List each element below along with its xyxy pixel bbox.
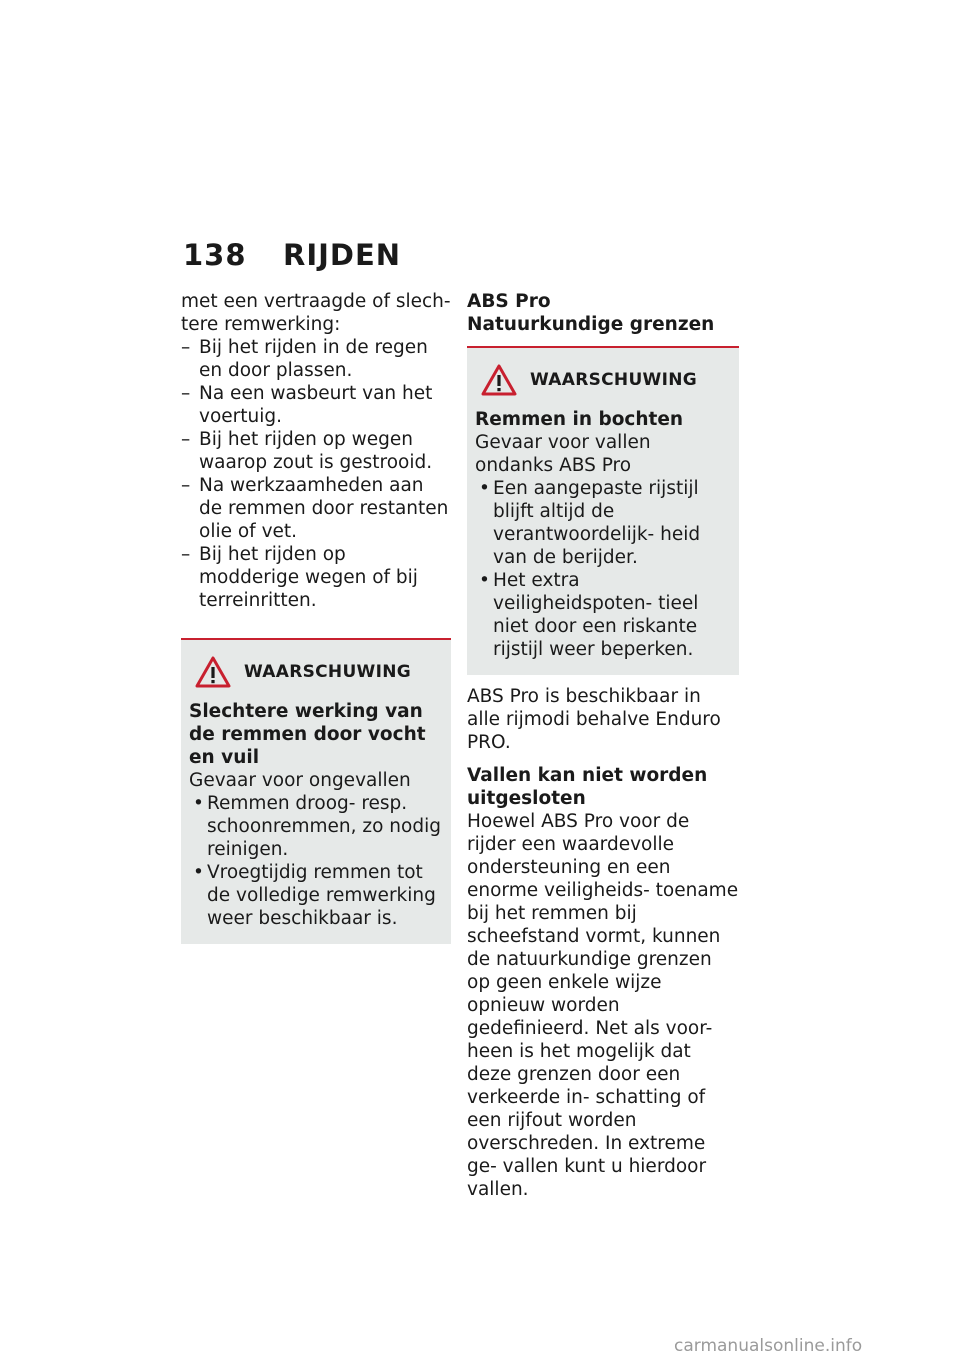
conditions-list: [181, 336, 451, 612]
intro-text: met een vertraagde of slech- tere remwerking:: [181, 291, 451, 335]
page-header: [183, 238, 401, 272]
list-item: – Bij het rijden in de regen en door plassen.: [181, 336, 451, 382]
list-item: – Bij het rijden op wegen waarop zout is gestrooid.: [181, 428, 451, 474]
list-item: • Het extra veiligheidspoten- tieel niet door een riskante rijstijl weer beperken.: [475, 569, 731, 661]
page-number: 138: [183, 238, 247, 272]
footer-watermark-url: carmanualsonline.info: [674, 1336, 863, 1356]
list-item: – Na werkzaamheden aan de remmen door restanten olie of vet.: [181, 474, 451, 543]
warning-label: WAARSCHUWING: [530, 369, 698, 390]
falling-section-body: Hoewel ABS Pro voor de rijder een waardevolle ondersteuning en een enorme veiligheids- toename bij het remmen bij scheefstand vormt, kunnen de natuurkundige grenzen op geen enkele wijze opnieuw worden gedefinieerd. Net als voor- heen is het mogelijk dat deze grenzen door een verkeerde in- schatting of een rijfout worden overschreden. In extreme ge- vallen kunt u hierdoor vallen.: [467, 811, 739, 1200]
availability-text: ABS Pro is beschikbaar in alle rijmodi behalve Enduro PRO.: [467, 686, 721, 753]
list-item: • Vroegtijdig remmen tot de volledige remwerking weer beschikbaar is.: [189, 861, 443, 930]
warning-list: [189, 792, 443, 930]
warning-header: [475, 360, 731, 400]
warning-label: WAARSCHUWING: [244, 661, 412, 682]
list-item: • Remmen droog- resp. schoonremmen, zo nodig reinigen.: [189, 792, 443, 861]
falling-section-title: Vallen kan niet worden uitgesloten: [467, 765, 708, 809]
warning-title: Slechtere werking van de remmen door vocht en vuil: [189, 701, 426, 768]
warning-subtitle: Gevaar voor vallen ondanks ABS Pro: [475, 432, 651, 476]
warning-triangle-icon: [480, 363, 518, 397]
warning-header: [189, 652, 443, 692]
warning-subtitle: Gevaar voor ongevallen: [189, 770, 411, 791]
list-item: • Een aangepaste rijstijl blijft altijd de verantwoordelijk- heid van de berijder.: [475, 477, 731, 569]
section-title: RIJDEN: [283, 238, 402, 272]
list-item: – Na een wasbeurt van het voertuig.: [181, 382, 451, 428]
physical-limits-subheading: Natuurkundige grenzen: [467, 314, 715, 335]
warning-triangle-icon: [194, 655, 232, 689]
list-item: – Bij het rijden op modderige wegen of bij terreinritten.: [181, 543, 451, 612]
left-column: [181, 290, 451, 944]
warning-list: [475, 477, 731, 661]
right-column: [467, 290, 739, 1201]
warning-box-cornering: [467, 346, 739, 675]
warning-title: Remmen in bochten: [475, 409, 684, 430]
abs-pro-heading: ABS Pro: [467, 291, 551, 312]
warning-box-wet-brakes: [181, 638, 451, 944]
